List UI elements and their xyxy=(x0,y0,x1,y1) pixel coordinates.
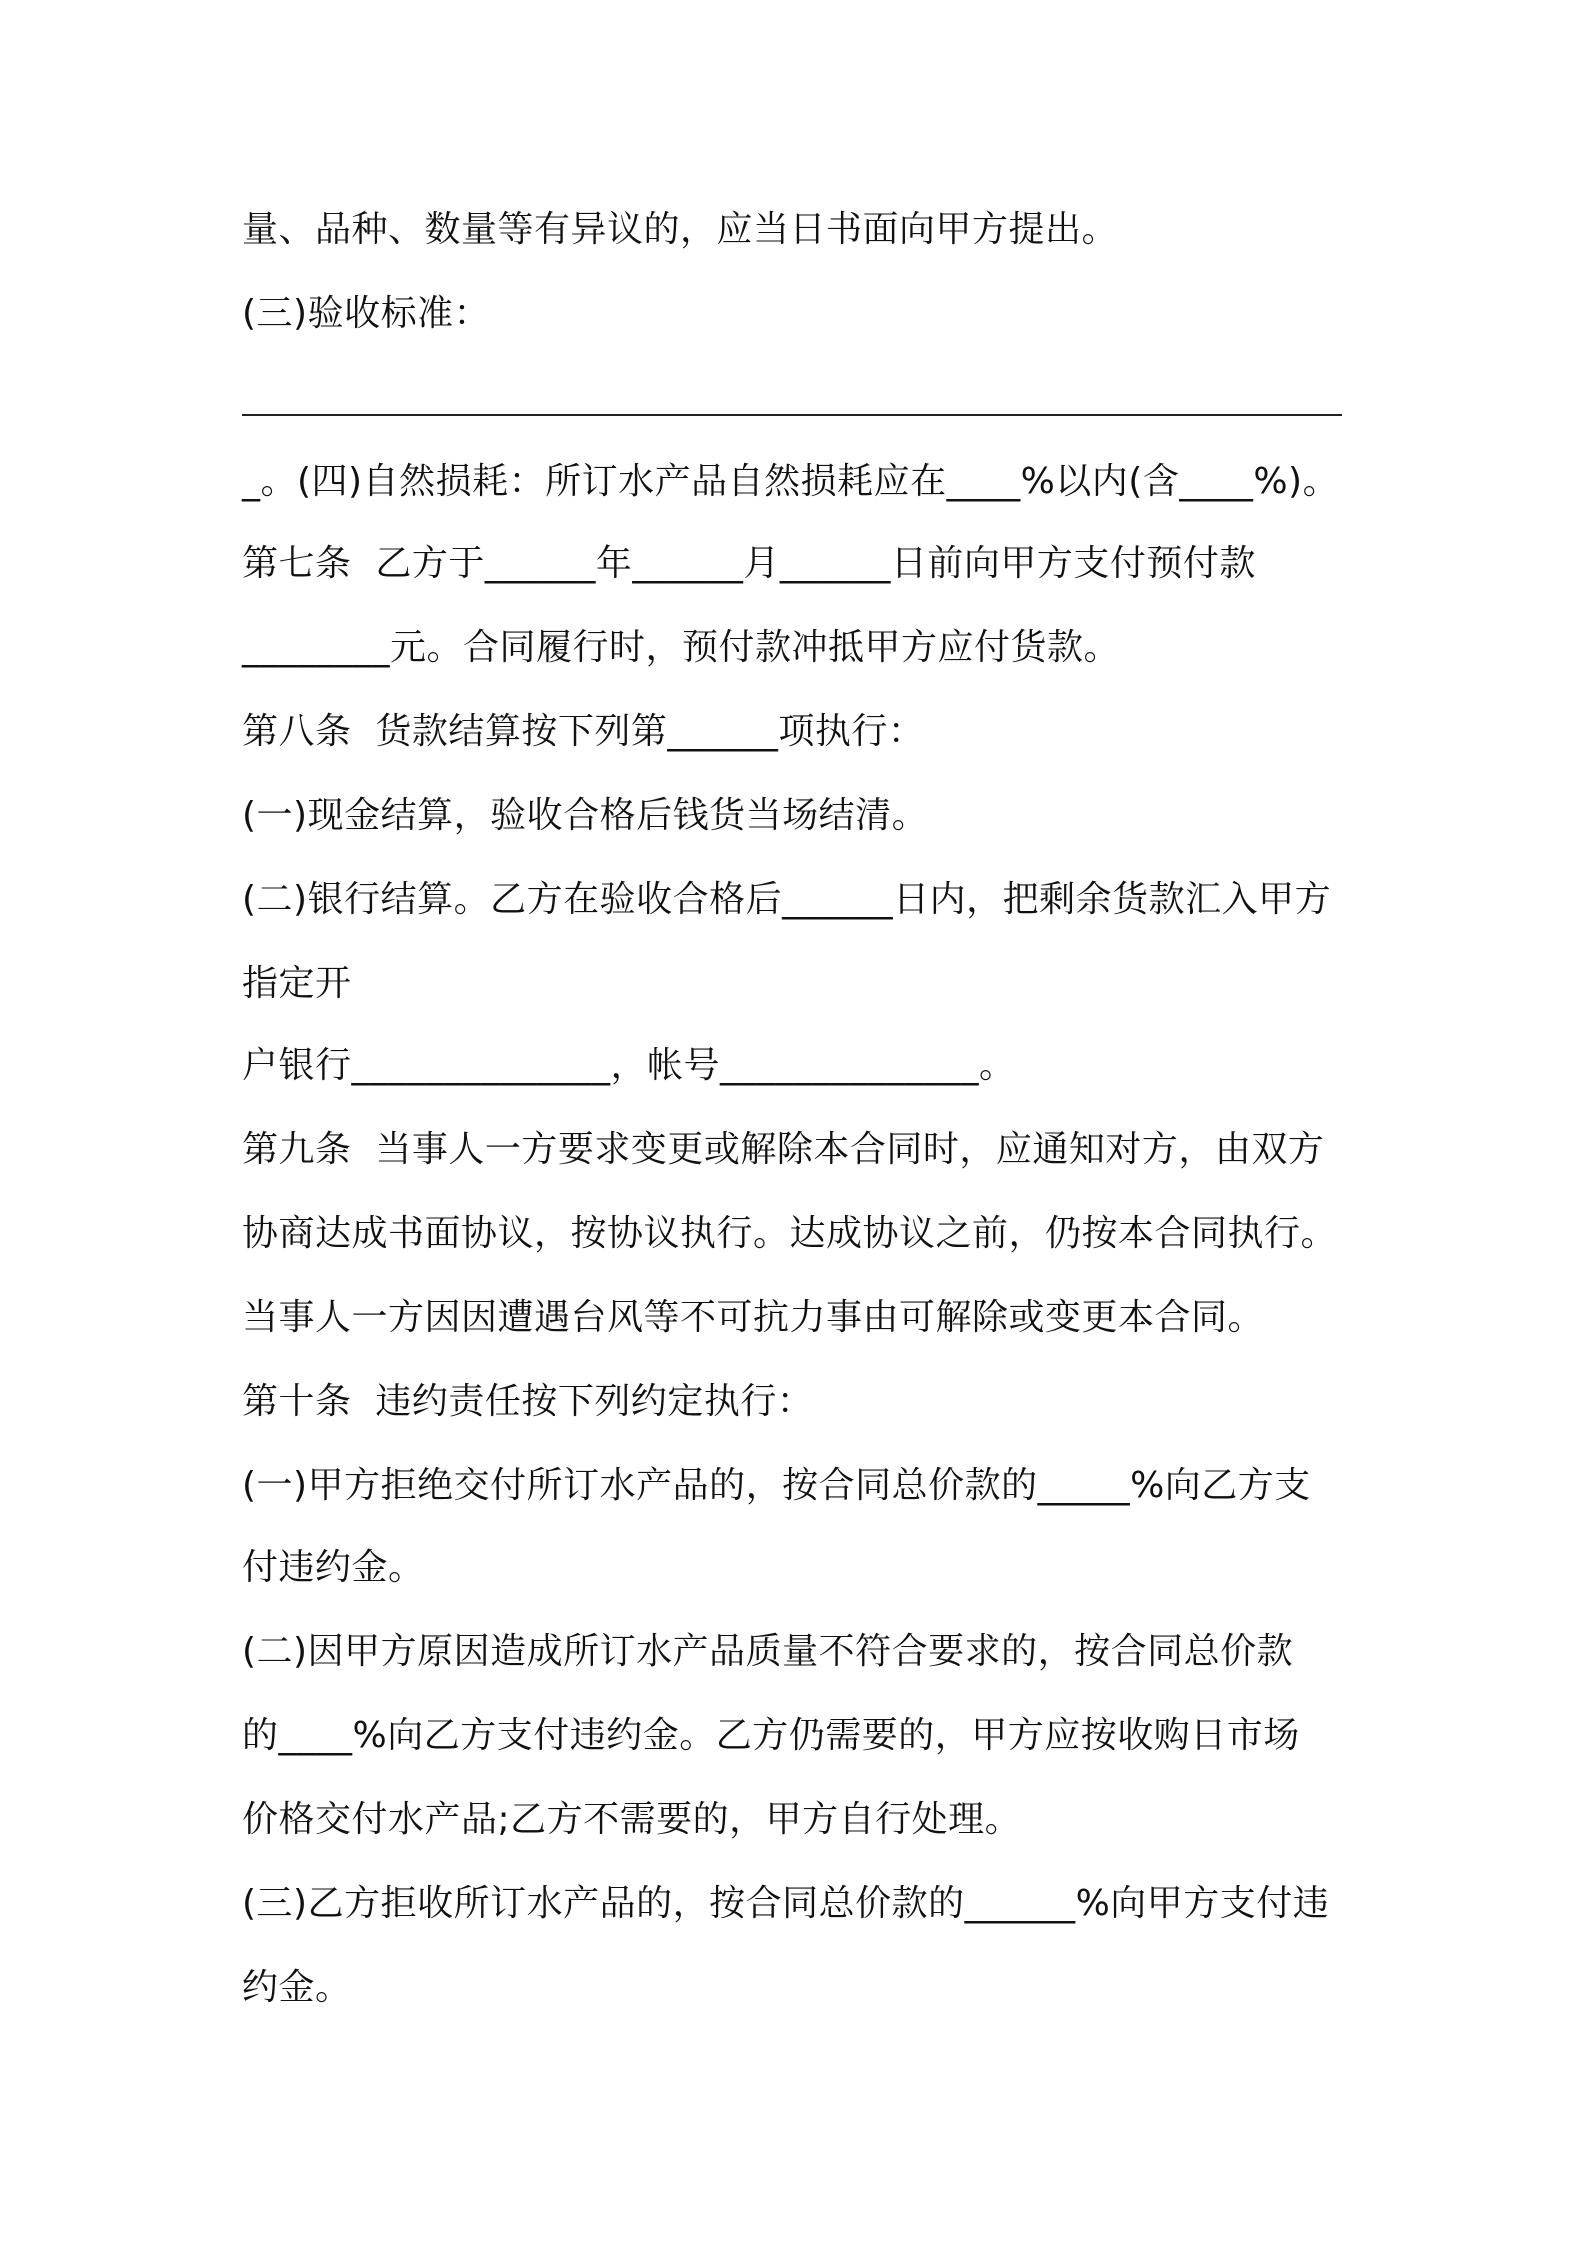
text-line: _。(四)自然损耗：所订水产品自然损耗应在____%以内(含____%)。 xyxy=(242,461,1340,502)
text-line: 第八条 货款结算按下列第______项执行： xyxy=(242,711,925,752)
text-line: 第七条 乙方于______年______月______日前向甲方支付预付款 xyxy=(242,543,1256,584)
text-line: 价格交付水产品;乙方不需要的，甲方自行处理。 xyxy=(242,1799,1022,1840)
text-line: 户银行______________，帐号______________。 xyxy=(242,1045,1016,1086)
text-line: (三)验收标准： xyxy=(242,293,491,334)
text-line: (一)现金结算，验收合格后钱货当场结清。 xyxy=(242,795,929,836)
text-line: 当事人一方因因遭遇台风等不可抗力事由可解除或变更本合同。 xyxy=(242,1297,1265,1338)
text-line: ________元。合同履行时，预付款冲抵甲方应付货款。 xyxy=(242,627,1121,668)
text-line: (三)乙方拒收所订水产品的，按合同总价款的______%向甲方支付违 xyxy=(242,1883,1330,1924)
text-line: (二)因甲方原因造成所订水产品质量不符合要求的，按合同总价款 xyxy=(242,1631,1294,1672)
text-line: 指定开 xyxy=(242,963,352,1004)
text-line: 付违约金。 xyxy=(242,1547,425,1588)
text-line: 第九条 当事人一方要求变更或解除本合同时，应通知对方，由双方 xyxy=(242,1129,1325,1170)
blank-fill-line xyxy=(242,414,1342,416)
text-line: 第十条 违约责任按下列约定执行： xyxy=(242,1381,814,1422)
text-line: (一)甲方拒绝交付所订水产品的，按合同总价款的_____%向乙方支 xyxy=(242,1465,1311,1506)
text-line: 量、品种、数量等有异议的，应当日书面向甲方提出。 xyxy=(242,209,1119,250)
text-line: 的____%向乙方支付违约金。乙方仍需要的，甲方应按收购日市场 xyxy=(242,1715,1300,1756)
text-line: 约金。 xyxy=(242,1967,352,2008)
text-line: 协商达成书面协议，按协议执行。达成协议之前，仍按本合同执行。 xyxy=(242,1213,1338,1254)
text-line: (二)银行结算。乙方在验收合格后______日内，把剩余货款汇入甲方 xyxy=(242,879,1332,920)
